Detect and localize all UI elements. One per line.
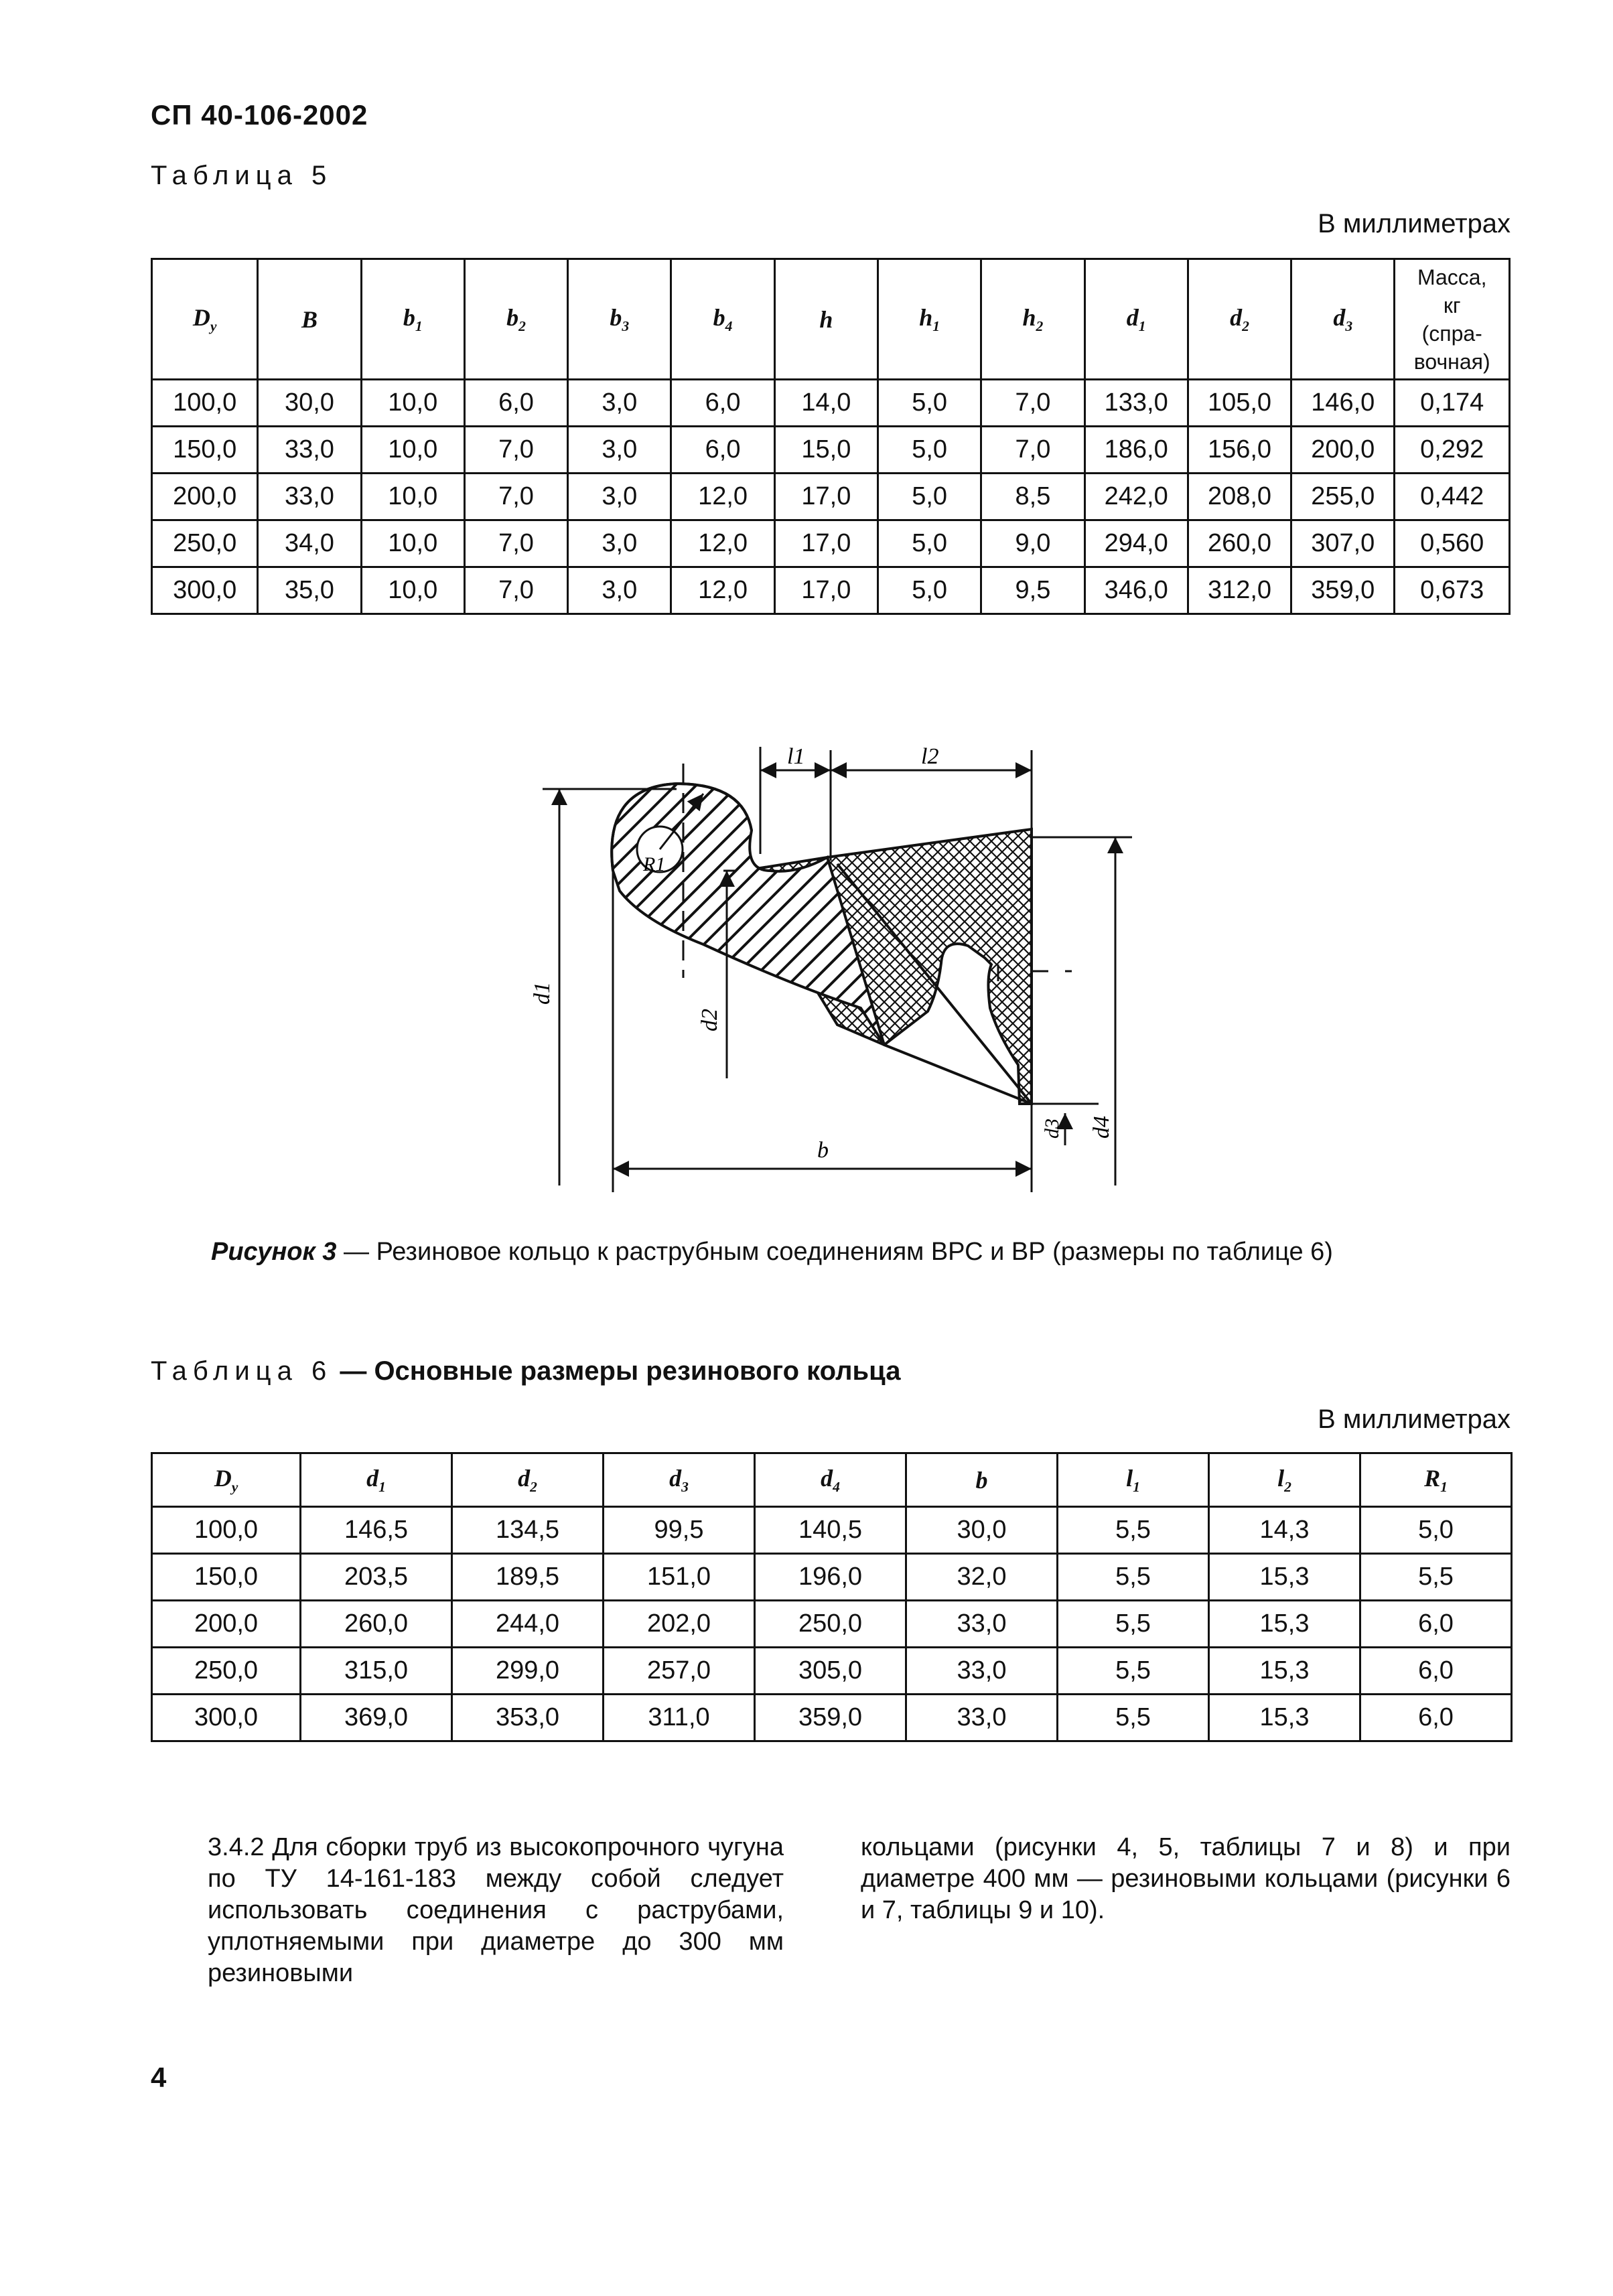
table-cell: 15,3 xyxy=(1209,1648,1360,1695)
table-cell: 6,0 xyxy=(1360,1648,1512,1695)
table-cell: 12,0 xyxy=(671,520,774,567)
table-cell: 200,0 xyxy=(152,474,258,520)
table-cell: 134,5 xyxy=(452,1507,604,1554)
table6-col-b: b xyxy=(906,1453,1058,1507)
table-cell: 250,0 xyxy=(152,1648,301,1695)
table-cell: 346,0 xyxy=(1084,567,1188,614)
table-cell: 3,0 xyxy=(568,474,671,520)
table-cell: 33,0 xyxy=(258,427,361,474)
table-cell: 3,0 xyxy=(568,567,671,614)
table-row xyxy=(152,1507,1512,1554)
figure3-drawing xyxy=(516,730,1145,1212)
table5-col-dy: $D_y$ xyxy=(152,259,258,380)
table-cell: 10,0 xyxy=(361,567,464,614)
table5-caption: Таблица 5 xyxy=(151,161,333,190)
table-cell: 294,0 xyxy=(1084,520,1188,567)
table-row xyxy=(152,1695,1512,1741)
table-cell: 257,0 xyxy=(604,1648,755,1695)
table-cell: 5,0 xyxy=(878,427,981,474)
document-code: СП 40-106-2002 xyxy=(151,99,368,131)
mass-header-line: кг xyxy=(1443,293,1461,317)
table-cell: 8,5 xyxy=(981,474,1084,520)
table-cell: 146,0 xyxy=(1291,380,1395,427)
label-l2: l2 xyxy=(921,744,939,769)
table6-col-dy: $D_y$ xyxy=(152,1453,301,1507)
table-cell: 100,0 xyxy=(152,380,258,427)
table-cell: 6,0 xyxy=(671,380,774,427)
table6 xyxy=(151,1452,1513,1742)
table-row xyxy=(152,380,1510,427)
table-cell: 34,0 xyxy=(258,520,361,567)
table5-col-d1: $d_1$ xyxy=(1084,259,1188,380)
table-cell: 14,3 xyxy=(1209,1507,1360,1554)
table-cell: 5,5 xyxy=(1058,1601,1209,1648)
table-cell: 140,5 xyxy=(755,1507,906,1554)
table-cell: 242,0 xyxy=(1084,474,1188,520)
table-cell: 307,0 xyxy=(1291,520,1395,567)
table6-col-l1: $l_1$ xyxy=(1058,1453,1209,1507)
table-cell: 359,0 xyxy=(1291,567,1395,614)
table5-col-b3: $b_3$ xyxy=(568,259,671,380)
paragraph-left-column: 3.4.2 Для сборки труб из высокопрочного чугуна по ТУ 14-161-183 между собой следует использовать соединения с раструбами, уплотняемыми при диаметре до 300 мм резиновыми xyxy=(208,1833,784,1987)
figure3-caption-text: — Резиновое кольцо к раструбным соединениям ВРС и ВР (размеры по таблице 6) xyxy=(336,1238,1333,1266)
table-cell: 0,174 xyxy=(1395,380,1510,427)
table-cell: 0,442 xyxy=(1395,474,1510,520)
table-cell: 3,0 xyxy=(568,427,671,474)
table-cell: 35,0 xyxy=(258,567,361,614)
table-cell: 151,0 xyxy=(604,1554,755,1601)
table-cell: 150,0 xyxy=(152,427,258,474)
label-d4: d4 xyxy=(1089,1116,1114,1139)
table-cell: 6,0 xyxy=(1360,1695,1512,1741)
table6-col-d2: $d_2$ xyxy=(452,1453,604,1507)
table-row xyxy=(152,1648,1512,1695)
mass-header-line: (спра- xyxy=(1421,321,1482,346)
table-cell: 15,3 xyxy=(1209,1695,1360,1741)
table-cell: 0,673 xyxy=(1395,567,1510,614)
table-cell: 244,0 xyxy=(452,1601,604,1648)
table6-units: В миллиметрах xyxy=(1318,1405,1511,1434)
table-cell: 6,0 xyxy=(464,380,567,427)
table-cell: 5,0 xyxy=(1360,1507,1512,1554)
table5-col-b1: $b_1$ xyxy=(361,259,464,380)
table-cell: 12,0 xyxy=(671,474,774,520)
table-cell: 208,0 xyxy=(1188,474,1291,520)
table-cell: 30,0 xyxy=(906,1507,1058,1554)
table-cell: 312,0 xyxy=(1188,567,1291,614)
table5-col-h2: $h_2$ xyxy=(981,259,1084,380)
table-cell: 15,3 xyxy=(1209,1601,1360,1648)
table-cell: 300,0 xyxy=(152,1695,301,1741)
label-d3: d3 xyxy=(1041,1119,1063,1139)
table6-col-R1: $R_1$ xyxy=(1360,1453,1512,1507)
table6-col-d3: $d_3$ xyxy=(604,1453,755,1507)
table5-header-row xyxy=(152,259,1510,380)
label-b: b xyxy=(817,1138,829,1163)
table-cell: 32,0 xyxy=(906,1554,1058,1601)
table-cell: 15,3 xyxy=(1209,1554,1360,1601)
table-cell: 0,560 xyxy=(1395,520,1510,567)
mass-header-line: вочная) xyxy=(1413,349,1490,374)
table-cell: 7,0 xyxy=(981,427,1084,474)
figure3-caption-label: Рисунок 3 xyxy=(211,1238,337,1266)
table-cell: 33,0 xyxy=(906,1648,1058,1695)
table6-header-row xyxy=(152,1453,1512,1507)
table6-col-d4: $d_4$ xyxy=(755,1453,906,1507)
table5-col-B: B xyxy=(258,259,361,380)
table5-col-h1: $h_1$ xyxy=(878,259,981,380)
table-cell: 100,0 xyxy=(152,1507,301,1554)
table5 xyxy=(151,258,1511,615)
table-row xyxy=(152,520,1510,567)
table-cell: 133,0 xyxy=(1084,380,1188,427)
table-cell: 6,0 xyxy=(1360,1601,1512,1648)
table5-col-b2: $b_2$ xyxy=(464,259,567,380)
table-cell: 17,0 xyxy=(774,567,878,614)
table-cell: 12,0 xyxy=(671,567,774,614)
table-cell: 10,0 xyxy=(361,427,464,474)
table-cell: 5,0 xyxy=(878,567,981,614)
table-cell: 189,5 xyxy=(452,1554,604,1601)
table-cell: 17,0 xyxy=(774,474,878,520)
table6-caption: Таблица 6 — Основные размеры резинового кольца xyxy=(151,1356,901,1386)
table6-body xyxy=(152,1507,1512,1741)
page-number: 4 xyxy=(151,2062,167,2093)
figure3-caption xyxy=(211,1238,1450,1267)
table-cell: 33,0 xyxy=(906,1695,1058,1741)
label-R1: R1 xyxy=(643,853,666,875)
table-cell: 203,5 xyxy=(301,1554,452,1601)
table-row xyxy=(152,1601,1512,1648)
table-cell: 5,5 xyxy=(1360,1554,1512,1601)
table-cell: 7,0 xyxy=(464,567,567,614)
table5-col-d3: $d_3$ xyxy=(1291,259,1395,380)
table6-col-l2: $l_2$ xyxy=(1209,1453,1360,1507)
table-cell: 260,0 xyxy=(1188,520,1291,567)
table-cell: 202,0 xyxy=(604,1601,755,1648)
table5-units: В миллиметрах xyxy=(1318,209,1511,238)
table-cell: 5,5 xyxy=(1058,1507,1209,1554)
table-cell: 9,5 xyxy=(981,567,1084,614)
table-cell: 99,5 xyxy=(604,1507,755,1554)
table-cell: 146,5 xyxy=(301,1507,452,1554)
table-cell: 315,0 xyxy=(301,1648,452,1695)
table-cell: 359,0 xyxy=(755,1695,906,1741)
table-cell: 10,0 xyxy=(361,380,464,427)
table-cell: 260,0 xyxy=(301,1601,452,1648)
table-cell: 6,0 xyxy=(671,427,774,474)
table-cell: 33,0 xyxy=(258,474,361,520)
table-cell: 33,0 xyxy=(906,1601,1058,1648)
table-row xyxy=(152,474,1510,520)
table-cell: 5,5 xyxy=(1058,1554,1209,1601)
table-cell: 15,0 xyxy=(774,427,878,474)
table-cell: 200,0 xyxy=(152,1601,301,1648)
table-cell: 369,0 xyxy=(301,1695,452,1741)
table-cell: 200,0 xyxy=(1291,427,1395,474)
table5-col-mass xyxy=(1395,259,1510,380)
table-cell: 14,0 xyxy=(774,380,878,427)
table-cell: 305,0 xyxy=(755,1648,906,1695)
table-cell: 7,0 xyxy=(981,380,1084,427)
table5-col-h: h xyxy=(774,259,878,380)
table-cell: 10,0 xyxy=(361,520,464,567)
table-cell: 17,0 xyxy=(774,520,878,567)
table-cell: 250,0 xyxy=(152,520,258,567)
label-l1: l1 xyxy=(787,744,805,769)
label-d2: d2 xyxy=(697,1009,722,1031)
table-cell: 150,0 xyxy=(152,1554,301,1601)
table-cell: 7,0 xyxy=(464,474,567,520)
table-cell: 353,0 xyxy=(452,1695,604,1741)
table-cell: 156,0 xyxy=(1188,427,1291,474)
table5-body xyxy=(152,380,1510,614)
table6-col-d1: $d_1$ xyxy=(301,1453,452,1507)
table-cell: 30,0 xyxy=(258,380,361,427)
table-cell: 186,0 xyxy=(1084,427,1188,474)
table-cell: 5,5 xyxy=(1058,1695,1209,1741)
table5-col-d2: $d_2$ xyxy=(1188,259,1291,380)
table-cell: 5,0 xyxy=(878,520,981,567)
table-cell: 3,0 xyxy=(568,380,671,427)
table-cell: 300,0 xyxy=(152,567,258,614)
table-cell: 250,0 xyxy=(755,1601,906,1648)
table5-col-b4: $b_4$ xyxy=(671,259,774,380)
table-cell: 0,292 xyxy=(1395,427,1510,474)
table-cell: 105,0 xyxy=(1188,380,1291,427)
table-cell: 9,0 xyxy=(981,520,1084,567)
table-cell: 7,0 xyxy=(464,427,567,474)
table-cell: 196,0 xyxy=(755,1554,906,1601)
label-d1: d1 xyxy=(530,982,555,1005)
table-cell: 299,0 xyxy=(452,1648,604,1695)
table-row xyxy=(152,1554,1512,1601)
table-cell: 5,0 xyxy=(878,380,981,427)
table-cell: 5,5 xyxy=(1058,1648,1209,1695)
mass-header-line: Масса, xyxy=(1417,265,1487,289)
table6-caption-prefix: Таблица 6 xyxy=(151,1356,333,1386)
table-cell: 7,0 xyxy=(464,520,567,567)
table-row xyxy=(152,567,1510,614)
table-cell: 5,0 xyxy=(878,474,981,520)
table6-caption-title: Основные размеры резинового кольца xyxy=(374,1356,901,1386)
paragraph-right-column: кольцами (рисунки 4, 5, таблицы 7 и 8) и при диаметре 400 мм — резиновыми кольцами (рисунки 6 и 7, таблицы 9 и 10). xyxy=(861,1833,1511,1924)
table-cell: 311,0 xyxy=(604,1695,755,1741)
table-cell: 255,0 xyxy=(1291,474,1395,520)
table-row xyxy=(152,427,1510,474)
table-cell: 10,0 xyxy=(361,474,464,520)
table-cell: 3,0 xyxy=(568,520,671,567)
